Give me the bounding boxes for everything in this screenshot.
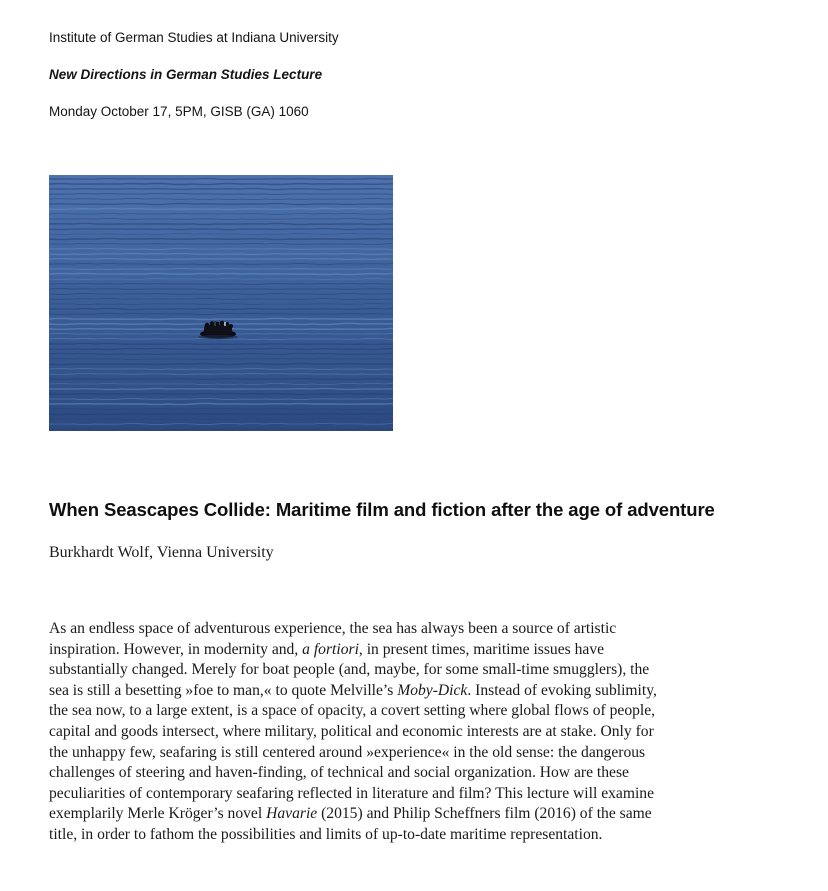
- wave-line: [49, 363, 393, 364]
- wave-line: [49, 183, 393, 184]
- abstract-text: substantially changed. Merely for boat people (and, maybe, for some small-time smugglers), the: [49, 661, 650, 679]
- lecture-title: When Seascapes Collide: Maritime film and fiction after the age of adventure: [49, 499, 715, 520]
- abstract-line: [49, 722, 789, 743]
- abstract-text: the unhappy few, seafaring is still centered around »experience« in the old sense: the dangerous: [49, 743, 646, 761]
- abstract-line: [49, 660, 789, 681]
- abstract-text: peculiarities of contemporary seafaring reflected in literature and film? This lecture will examine: [49, 784, 655, 802]
- abstract-paragraph: [49, 619, 789, 846]
- abstract-italic-text: Havarie: [266, 805, 318, 823]
- abstract-text: title, in order to fathom the possibilities and limits of up-to-date maritime representation.: [49, 825, 603, 843]
- speaker-line: Burkhardt Wolf, Vienna University: [49, 544, 274, 561]
- abstract-text: sea is still a besetting »foe to man,« to quote Melville’s: [49, 681, 398, 699]
- abstract-line: [49, 763, 789, 784]
- abstract-text: challenges of steering and haven-finding, of technical and social organization. How are these: [49, 764, 629, 782]
- institute-line: Institute of German Studies at Indiana University: [49, 30, 339, 45]
- abstract-line: [49, 619, 789, 640]
- wave-line: [49, 343, 393, 344]
- date-time-location: Monday October 17, 5PM, GISB (GA) 1060: [49, 104, 309, 119]
- abstract-line: [49, 640, 789, 661]
- sea-boat-photo: [49, 175, 393, 431]
- abstract-text: the sea now, to a large extent, is a space of opacity, a covert setting where global flows of people,: [49, 702, 656, 720]
- wave-line: [49, 188, 393, 189]
- abstract-text: inspiration. However, in modernity and,: [49, 640, 303, 658]
- abstract-line: [49, 743, 789, 764]
- abstract-line: [49, 825, 789, 846]
- abstract-line: [49, 701, 789, 722]
- abstract-italic-text: a fortiori: [302, 640, 359, 658]
- abstract-text: As an endless space of adventurous experience, the sea has always been a source of artistic: [49, 620, 617, 637]
- wave-line: [49, 273, 393, 274]
- wave-line: [49, 318, 393, 319]
- wave-line: [49, 238, 393, 239]
- wave-line: [49, 208, 393, 209]
- abstract-text: . Instead of evoking sublimity,: [467, 681, 657, 699]
- abstract-line: [49, 784, 789, 805]
- abstract-text: , in present times, maritime issues have: [358, 640, 605, 658]
- abstract-line: [49, 804, 789, 825]
- wave-line: [49, 403, 393, 404]
- abstract-text: capital and goods intersect, where military, political and economic interests are at stake. Only for: [49, 722, 654, 740]
- abstract-text: exemplarily Merle Kröger’s novel: [49, 805, 267, 823]
- abstract-text: (2015) and Philip Scheffners film (2016) of the same: [317, 805, 652, 823]
- wave-line: [49, 223, 393, 224]
- abstract-italic-text: Moby-Dick: [397, 681, 468, 699]
- wave-line: [49, 393, 393, 394]
- wave-line: [49, 413, 393, 414]
- lecture-series: New Directions in German Studies Lecture: [49, 67, 323, 82]
- abstract-line: [49, 681, 789, 702]
